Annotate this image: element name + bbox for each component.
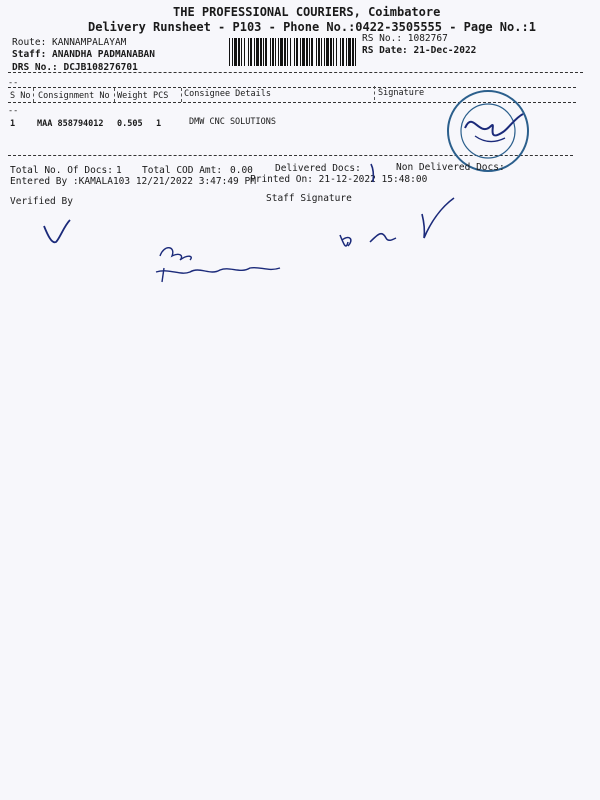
barcode-bar [311, 38, 313, 66]
col-sep-3 [181, 88, 182, 102]
barcode-bar [278, 38, 279, 66]
barcode-bar [244, 38, 245, 66]
runsheet-subtitle: Delivery Runsheet - P103 - Phone No.:0422-3505555 - Page No.:1 [88, 20, 536, 34]
drs-number: DRS No.: DCJB108276701 [12, 62, 138, 73]
cod-value: 0.00 [230, 165, 253, 176]
barcode-bar [275, 38, 276, 66]
barcode-bar [284, 38, 286, 66]
barcode-bar [256, 38, 259, 66]
barcode-bar [318, 38, 320, 66]
total-docs-label: Total No. Of Docs: [10, 165, 113, 176]
barcode-bar [355, 38, 356, 66]
barcode-bar [238, 38, 240, 66]
barcode-bar [302, 38, 305, 66]
barcode-bar [352, 38, 354, 66]
verifier-signature [38, 216, 78, 250]
col-consignment: Consignment No [38, 91, 110, 101]
barcode-bar [309, 38, 310, 66]
cod-label: Total COD Amt: [142, 165, 223, 176]
barcode-bar [294, 38, 295, 66]
barcode-bar [300, 38, 301, 66]
barcode-bar [321, 38, 322, 66]
barcode-bar [296, 38, 298, 66]
barcode-bar [348, 38, 351, 66]
barcode-bar [340, 38, 341, 66]
barcode-bar [342, 38, 344, 66]
barcode-bar [250, 38, 252, 66]
rs-number: RS No.: 1082767 [362, 33, 448, 44]
barcode-bar [270, 38, 271, 66]
row-weight: 0.505 [117, 119, 143, 129]
row-mark: -- [8, 106, 19, 116]
row-pcs: 1 [156, 119, 162, 129]
barcode-bar [316, 38, 317, 66]
barcode-bar [333, 38, 334, 66]
delivered-docs-label: Delivered Docs: [275, 163, 361, 174]
col-signature: Signature [378, 88, 425, 98]
barcode-bar [241, 38, 242, 66]
barcode-bar [290, 38, 291, 66]
route-label: Route: KANNAMPALAYAM [12, 37, 127, 48]
barcode-bar [330, 38, 332, 66]
staff-signature-label: Staff Signature [266, 193, 352, 204]
barcode-image [229, 38, 357, 66]
barcode-bar [265, 38, 267, 66]
col-weight: Weight [117, 91, 148, 101]
barcode-bar [326, 38, 329, 66]
col-sep-1 [33, 88, 34, 102]
barcode-bar [324, 38, 325, 66]
col-sno: S No [10, 91, 31, 101]
barcode-bar [272, 38, 274, 66]
col-pcs: PCS [153, 91, 169, 101]
barcode-bar [306, 38, 308, 66]
barcode-bar [263, 38, 264, 66]
row-sno: 1 [10, 119, 16, 129]
entered-by: Entered By :KAMALA103 12/21/2022 3:47:49 PM [10, 176, 256, 187]
divider-top [8, 72, 583, 73]
barcode-bar [280, 38, 283, 66]
barcode-bar [336, 38, 337, 66]
verified-by-label: Verified By [10, 196, 73, 207]
divider-mark: -- [8, 78, 19, 88]
col-consignee: Consignee Details [184, 89, 271, 99]
total-docs-value: 1 [116, 165, 122, 176]
barcode-bar [232, 38, 233, 66]
col-sep-4 [374, 86, 375, 100]
rs-date: RS Date: 21-Dec-2022 [362, 45, 477, 56]
company-title: THE PROFESSIONAL COURIERS, Coimbatore [173, 5, 441, 19]
staff-signature-center [150, 238, 290, 288]
row-consignment: MAA 858794012 [37, 119, 104, 129]
non-delivered-docs-label: Non Delivered Docs: [396, 162, 505, 173]
staff-label: Staff: ANANDHA PADMANABAN [12, 49, 155, 60]
barcode-bar [234, 38, 237, 66]
delivered-docs-handwritten-mark [365, 158, 385, 186]
row-consignee: DMW CNC SOLUTIONS [189, 117, 276, 127]
barcode-bar [346, 38, 347, 66]
col-sep-2 [114, 88, 115, 102]
barcode-bar [229, 38, 230, 66]
staff-signature-right [330, 190, 460, 260]
barcode-bar [260, 38, 262, 66]
barcode-bar [287, 38, 288, 66]
barcode-bar [254, 38, 255, 66]
printed-on: Printed On: 21-12-2022 15:48:00 [250, 174, 428, 185]
barcode-bar [248, 38, 249, 66]
